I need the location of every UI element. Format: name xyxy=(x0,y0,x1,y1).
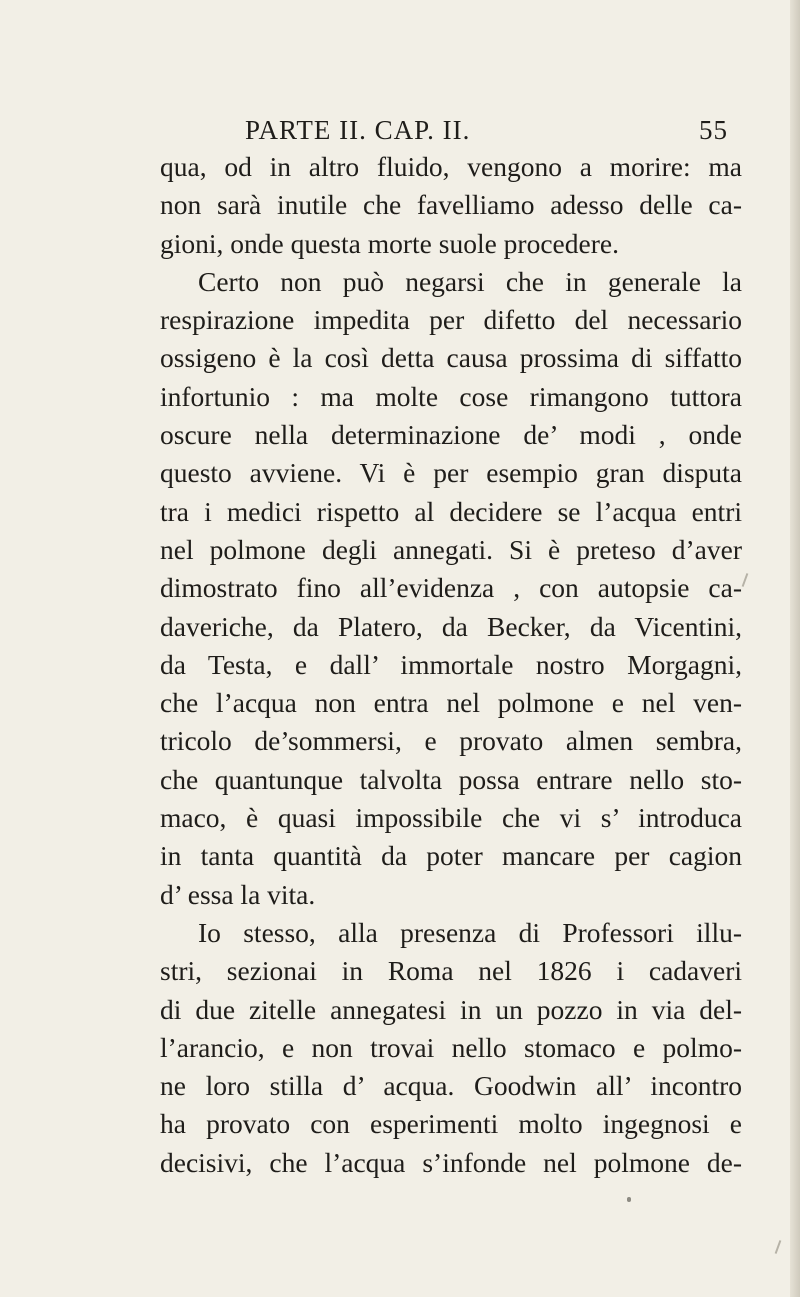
text-line: decisivi, che l’acqua s’infonde nel polmone de- xyxy=(160,1146,742,1178)
text-line: stri, sezionai in Roma nel 1826 i cadaveri xyxy=(160,955,742,987)
text-line: ne loro stilla d’ acqua. Goodwin all’ incontro xyxy=(160,1070,742,1102)
running-head: PARTE II. CAP. II. xyxy=(245,115,471,145)
text-line: gioni, onde questa morte suole procedere. xyxy=(160,227,619,259)
text-line: d’ essa la vita. xyxy=(160,878,316,910)
text-line: qua, od in altro fluido, vengono a morire: ma xyxy=(160,151,742,182)
page-edge xyxy=(790,0,800,1297)
ink-speck xyxy=(627,1197,631,1202)
text-line: daveriche, da Platero, da Becker, da Vicentini, xyxy=(160,610,742,642)
text-line: questo avviene. Vi è per esempio gran disputa xyxy=(160,457,742,489)
text-line: maco, è quasi impossibile che vi s’ introduca xyxy=(160,802,742,834)
text-line: tra i medici rispetto al decidere se l’acqua entri xyxy=(160,495,742,527)
text-line: Io stesso, alla presenza di Professori illu- xyxy=(198,916,742,948)
paper-mark xyxy=(775,1240,782,1254)
text-line: infortunio : ma molte cose rimangono tuttora xyxy=(160,380,742,412)
text-line: oscure nella determinazione de’ modi , onde xyxy=(160,419,742,451)
text-line: dimostrato fino all’evidenza , con autopsie ca- xyxy=(160,572,742,604)
page-number: 55 xyxy=(699,115,728,145)
text-line: ha provato con esperimenti molto ingegnosi e xyxy=(160,1108,742,1140)
text-line: Certo non può negarsi che in generale la xyxy=(198,265,742,297)
text-line: ossigeno è la così detta causa prossima di siffatto xyxy=(160,342,742,374)
text-line: in tanta quantità da poter mancare per cagion xyxy=(160,840,742,872)
text-line: che quantunque talvolta possa entrare nello sto- xyxy=(160,763,742,795)
text-line: nel polmone degli annegati. Si è preteso d’aver xyxy=(160,533,742,565)
paper-mark xyxy=(742,573,749,587)
text-line: da Testa, e dall’ immortale nostro Morgagni, xyxy=(160,648,742,680)
page-header xyxy=(245,115,750,151)
text-line: respirazione impedita per difetto del necessario xyxy=(160,304,742,336)
body-text xyxy=(160,148,742,1182)
text-line: non sarà inutile che favelliamo adesso delle ca- xyxy=(160,189,742,221)
text-line: tricolo de’sommersi, e provato almen sembra, xyxy=(160,725,742,757)
text-line: l’arancio, e non trovai nello stomaco e polmo- xyxy=(160,1031,742,1063)
text-line: che l’acqua non entra nel polmone e nel ven- xyxy=(160,687,742,719)
text-line: di due zitelle annegatesi in un pozzo in via del- xyxy=(160,993,742,1025)
